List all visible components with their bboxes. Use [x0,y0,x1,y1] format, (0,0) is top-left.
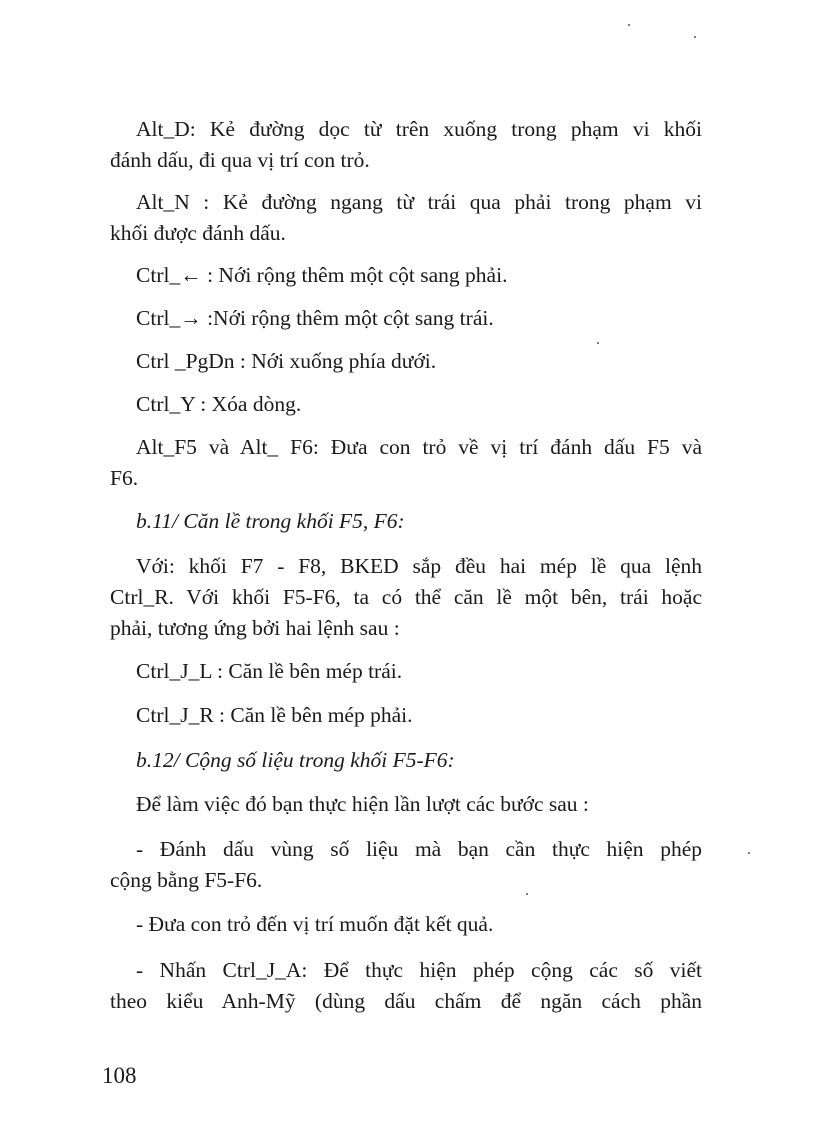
paragraph-line: - Đánh dấu vùng số liệu mà bạn cần thực hiện phép [136,837,702,861]
section-heading-b12 [110,745,702,776]
paragraph-line: Ctrl_← : Nới rộng thêm một cột sang phải. [136,263,508,287]
scan-speck [748,852,750,854]
paragraph-alt-f5-f6 [110,432,702,494]
paragraph-line: Để làm việc đó bạn thực hiện lần lượt các bước sau : [136,792,589,816]
paragraph-ctrl-j-l [110,656,702,687]
paragraph-step-1 [110,834,702,896]
paragraph-ctrl-right [110,303,702,334]
section-heading-text: b.12/ Cộng số liệu trong khối F5-F6: [136,748,455,772]
paragraph-line: đánh dấu, đi qua vị trí con trỏ. [110,148,370,172]
paragraph-line: phải, tương ứng bởi hai lệnh sau : [110,616,400,640]
paragraph-alt-n [110,187,702,249]
paragraph-step-3 [110,955,702,1017]
paragraph-line: theo kiểu Anh-Mỹ (dùng dấu chấm để ngăn cách phần [110,989,702,1013]
paragraph-line: khối được đánh dấu. [110,221,286,245]
scan-speck [694,36,696,38]
paragraph-line: cộng bằng F5-F6. [110,868,263,892]
paragraph-line: Ctrl_Y : Xóa dòng. [136,392,302,416]
paragraph-line: Ctrl_J_L : Căn lề bên mép trái. [136,659,403,683]
page-number: 108 [102,1063,137,1088]
paragraph-step-2 [110,909,702,940]
scan-speck [597,342,599,344]
paragraph-ctrl-pgdn [110,346,702,377]
paragraph-ctrl-y [110,389,702,420]
section-heading-text: b.11/ Căn lề trong khối F5, F6: [136,509,405,533]
paragraph-alt-d [110,114,702,176]
paragraph-line: Với: khối F7 - F8, BKED sắp đều hai mép lề qua lệnh [136,554,702,578]
paragraph-line: Alt_F5 và Alt_ F6: Đưa con trỏ về vị trí đánh dấu F5 và [136,435,702,459]
section-heading-b11 [110,506,702,537]
paragraph-khoi-f7-f8 [110,551,702,644]
paragraph-line: Ctrl_R. Với khối F5-F6, ta có thể căn lề một bên, trái hoặc [110,585,702,609]
paragraph-line: Ctrl_J_R : Căn lề bên mép phải. [136,703,413,727]
paragraph-line: - Đưa con trỏ đến vị trí muốn đặt kết quả. [136,912,494,936]
paragraph-line: F6. [110,466,139,490]
scan-speck [628,24,630,26]
paragraph-ctrl-left [110,260,702,291]
paragraph-line: Ctrl _PgDn : Nới xuống phía dưới. [136,349,437,373]
paragraph-line: Alt_N : Kẻ đường ngang từ trái qua phải trong phạm vi [136,190,702,214]
paragraph-intro-steps [110,789,702,820]
paragraph-line: - Nhấn Ctrl_J_A: Để thực hiện phép cộng các số viết [136,958,702,982]
paragraph-ctrl-j-r [110,700,702,731]
scan-speck [526,893,528,895]
paragraph-line: Alt_D: Kẻ đường dọc từ trên xuống trong phạm vi khối [136,117,702,141]
paragraph-line: Ctrl_→ :Nới rộng thêm một cột sang trái. [136,306,494,330]
